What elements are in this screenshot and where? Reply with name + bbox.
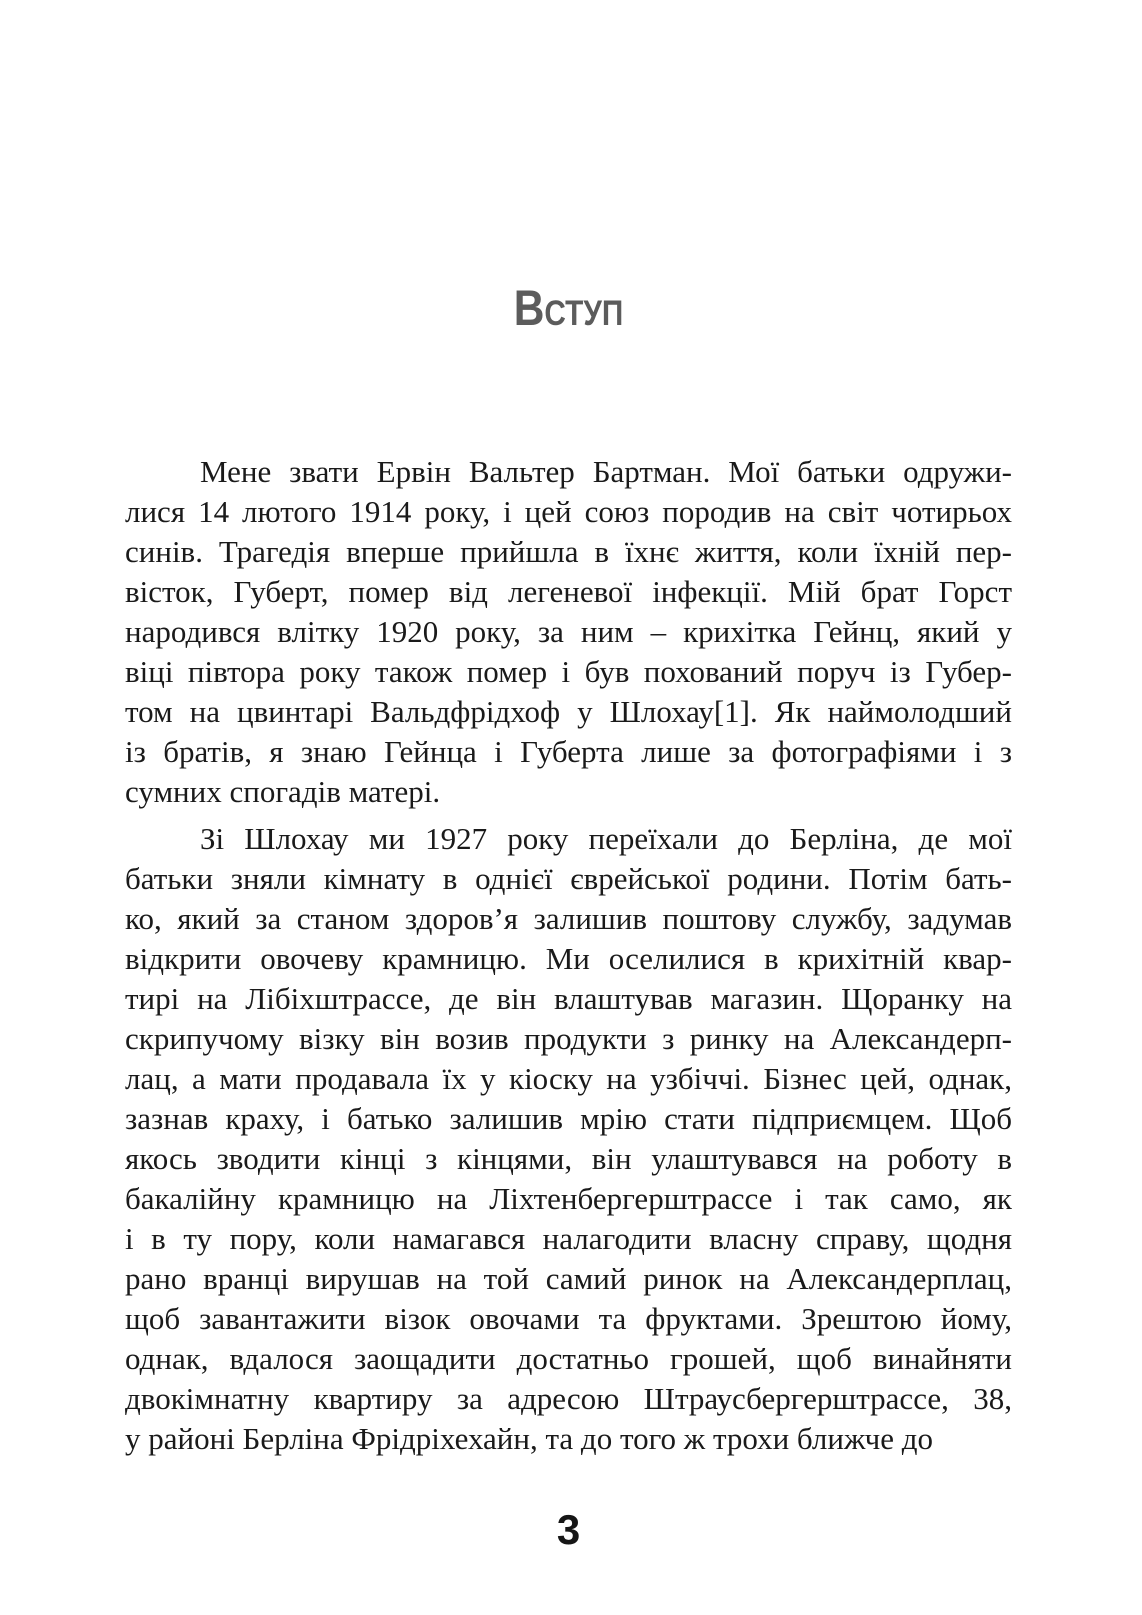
paragraph (125, 452, 1012, 812)
text-line: бакалійну крамницю на Ліхтенбергерштрассе і так само, як (125, 1181, 1012, 1216)
text-line: зазнав краху, і батько залишив мрію стати підприємцем. Щоб (125, 1101, 1012, 1136)
text-line: у районі Берліна Фрідріхехайн, та до того ж трохи ближче до (125, 1421, 934, 1456)
text-line: щоб завантажити візок овочами та фруктами. Зрештою йому, (125, 1301, 1012, 1336)
text-line: тирі на Лібіхштрассе, де він влаштував магазин. Щоранку на (125, 981, 1012, 1016)
text-line: і в ту пору, коли намагався налагодити власну справу, щодня (125, 1221, 1012, 1256)
chapter-title: Вступ (513, 280, 624, 336)
text-line: ко, який за станом здоров’я залишив поштову службу, задумав (125, 901, 1012, 936)
text-line: якось зводити кінці з кінцями, він улаштувався на роботу в (125, 1141, 1012, 1176)
text-line: відкрити овочеву крамницю. Ми оселилися в крихітній квар- (125, 941, 1012, 976)
text-line: сумних спогадів матері. (125, 774, 441, 809)
text-line: Мене звати Ервін Вальтер Бартман. Мої батьки одружи- (200, 454, 1012, 489)
text-line: Зі Шлохау ми 1927 року переїхали до Берліна, де мої (200, 821, 1012, 856)
text-line: батьки зняли кімнату в однієї єврейської родини. Потім бать- (125, 861, 1012, 896)
text-line: рано вранці вирушав на той самий ринок на Александерплац, (125, 1261, 1012, 1296)
text-line: віці півтора року також помер і був похований поруч із Губер- (125, 654, 1012, 689)
text-line: лися 14 лютого 1914 року, і цей союз породив на світ чотирьох (125, 494, 1012, 529)
text-line: синів. Трагедія вперше прийшла в їхнє життя, коли їхній пер- (125, 534, 1012, 569)
text-line: лац, а мати продавала їх у кіоску на узбіччі. Бізнес цей, однак, (125, 1061, 1012, 1096)
text-line: скрипучому візку він возив продукти з ринку на Александерп- (125, 1021, 1012, 1056)
text-line: двокімнатну квартиру за адресою Штраусбергерштрассе, 38, (125, 1381, 1012, 1416)
text-line: вісток, Губерт, помер від легеневої інфекції. Мій брат Горст (125, 574, 1012, 609)
page-number: 3 (556, 1506, 581, 1553)
text-line: том на цвинтарі Вальдфрідхоф у Шлохау[1]. Як наймолодший (125, 694, 1012, 729)
text-line: із братів, я знаю Гейнца і Губерта лише за фотографіями і з (125, 734, 1012, 769)
text-line: народився влітку 1920 року, за ним – крихітка Гейнц, який у (125, 614, 1012, 649)
text-block (125, 452, 1012, 1459)
paragraph (125, 819, 1012, 1459)
text-line: однак, вдалося заощадити достатньо грошей, щоб винайняти (125, 1341, 1012, 1376)
